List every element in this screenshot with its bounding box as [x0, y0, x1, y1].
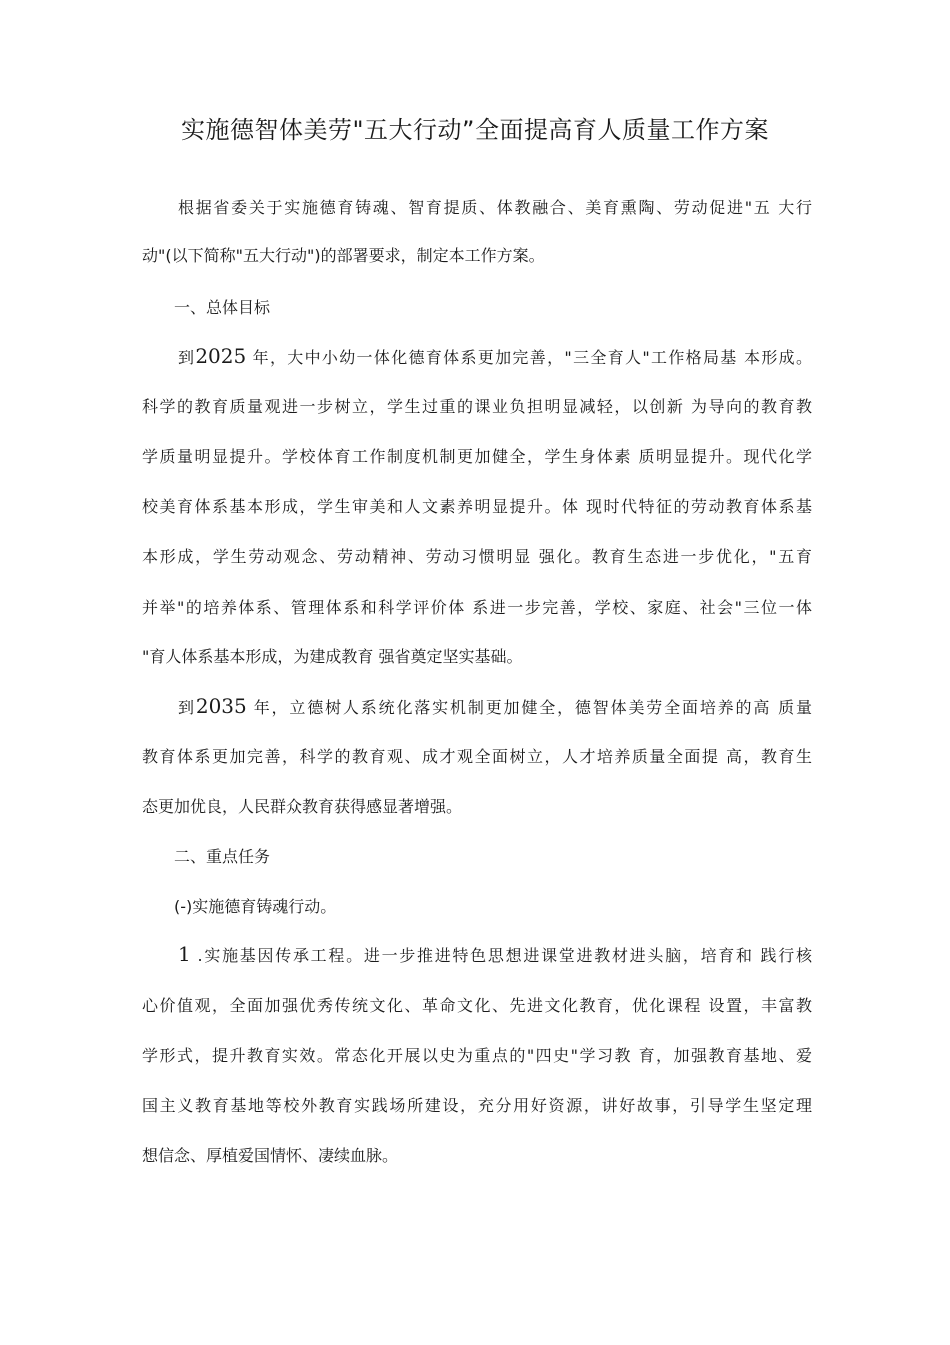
goal-2025-line-6: 并举"的培养体系、管理体系和科学评价体 系进一步完善，学校、家庭、社会"三位一体 — [142, 598, 812, 617]
intro-line-2: 动"(以下简称"五大行动")的部署要求，制定本工作方案。 — [142, 246, 545, 265]
item-1-number: 1 — [178, 942, 191, 966]
goal-2025-line-3: 学质量明显提升。学校体育工作制度机制更加健全，学生身体素 质明显提升。现代化学 — [142, 447, 812, 466]
section-heading-key-tasks: 二、重点任务 — [174, 847, 271, 866]
subsection-heading-moral-education: (-)实施德育铸魂行动。 — [174, 897, 337, 916]
goal-2025-lead: 到 — [178, 348, 196, 367]
item-1-first-rest: .实施基因传承工程。进一步推进特色思想进课堂进教材进头脑，培育和 践行核 — [197, 946, 812, 965]
item-1-line-3: 学形式，提升教育实效。常态化开展以史为重点的"四史"学习教 育，加强教育基地、爱 — [142, 1046, 812, 1065]
goal-2025-year: 2025 — [195, 344, 247, 368]
goal-2035-line-3: 态更加优良，人民群众教育获得感显著增强。 — [142, 797, 463, 816]
goal-2035-line-2: 教育体系更加完善，科学的教育观、成才观全面树立，人才培养质量全面提 高，教育生 — [142, 747, 812, 766]
goal-2025-line-4: 校美育体系基本形成，学生审美和人文素养明显提升。体 现时代特征的劳动教育体系基 — [142, 497, 812, 516]
goal-2025-line-5: 本形成，学生劳动观念、劳动精神、劳动习惯明显 强化。教育生态进一步优化，"五育 — [142, 547, 812, 566]
section-heading-overall-goals: 一、总体目标 — [174, 298, 271, 317]
goal-2035-year: 2035 — [195, 694, 247, 718]
goal-2025-first-rest: 年，大中小幼一体化德育体系更加完善，"三全育人"工作格局基 本形成。 — [252, 348, 812, 367]
goal-2025-line-7: "育人体系基本形成，为建成教育 强省奠定坚实基础。 — [142, 647, 523, 666]
item-1-line-4: 国主义教育基地等校外教育实践场所建设，充分用好资源，讲好故事，引导学生坚定理 — [142, 1096, 812, 1115]
item-1-line-2: 心价值观，全面加强优秀传统文化、革命文化、先进文化教育，优化课程 设置，丰富教 — [142, 996, 812, 1015]
goal-2035-lead: 到 — [178, 698, 196, 717]
document-title: 实施德智体美劳"五大行动”全面提高育人质量工作方案 — [181, 116, 769, 144]
goal-2035-first-rest: 年，立德树人系统化落实机制更加健全，德智体美劳全面培养的高 质量 — [253, 698, 812, 717]
intro-line-1: 根据省委关于实施德育铸魂、智育提质、体教融合、美育熏陶、劳动促进"五 大行 — [178, 198, 812, 217]
item-1-line-1 — [178, 942, 812, 968]
item-1-line-5: 想信念、厚植爱国情怀、凄续血脉。 — [142, 1146, 399, 1165]
goal-2025-line-1 — [178, 344, 812, 370]
goal-2025-line-2: 科学的教育质量观进一步树立，学生过重的课业负担明显减轻，以创新 为导向的教育教 — [142, 397, 812, 416]
goal-2035-line-1 — [178, 694, 812, 720]
